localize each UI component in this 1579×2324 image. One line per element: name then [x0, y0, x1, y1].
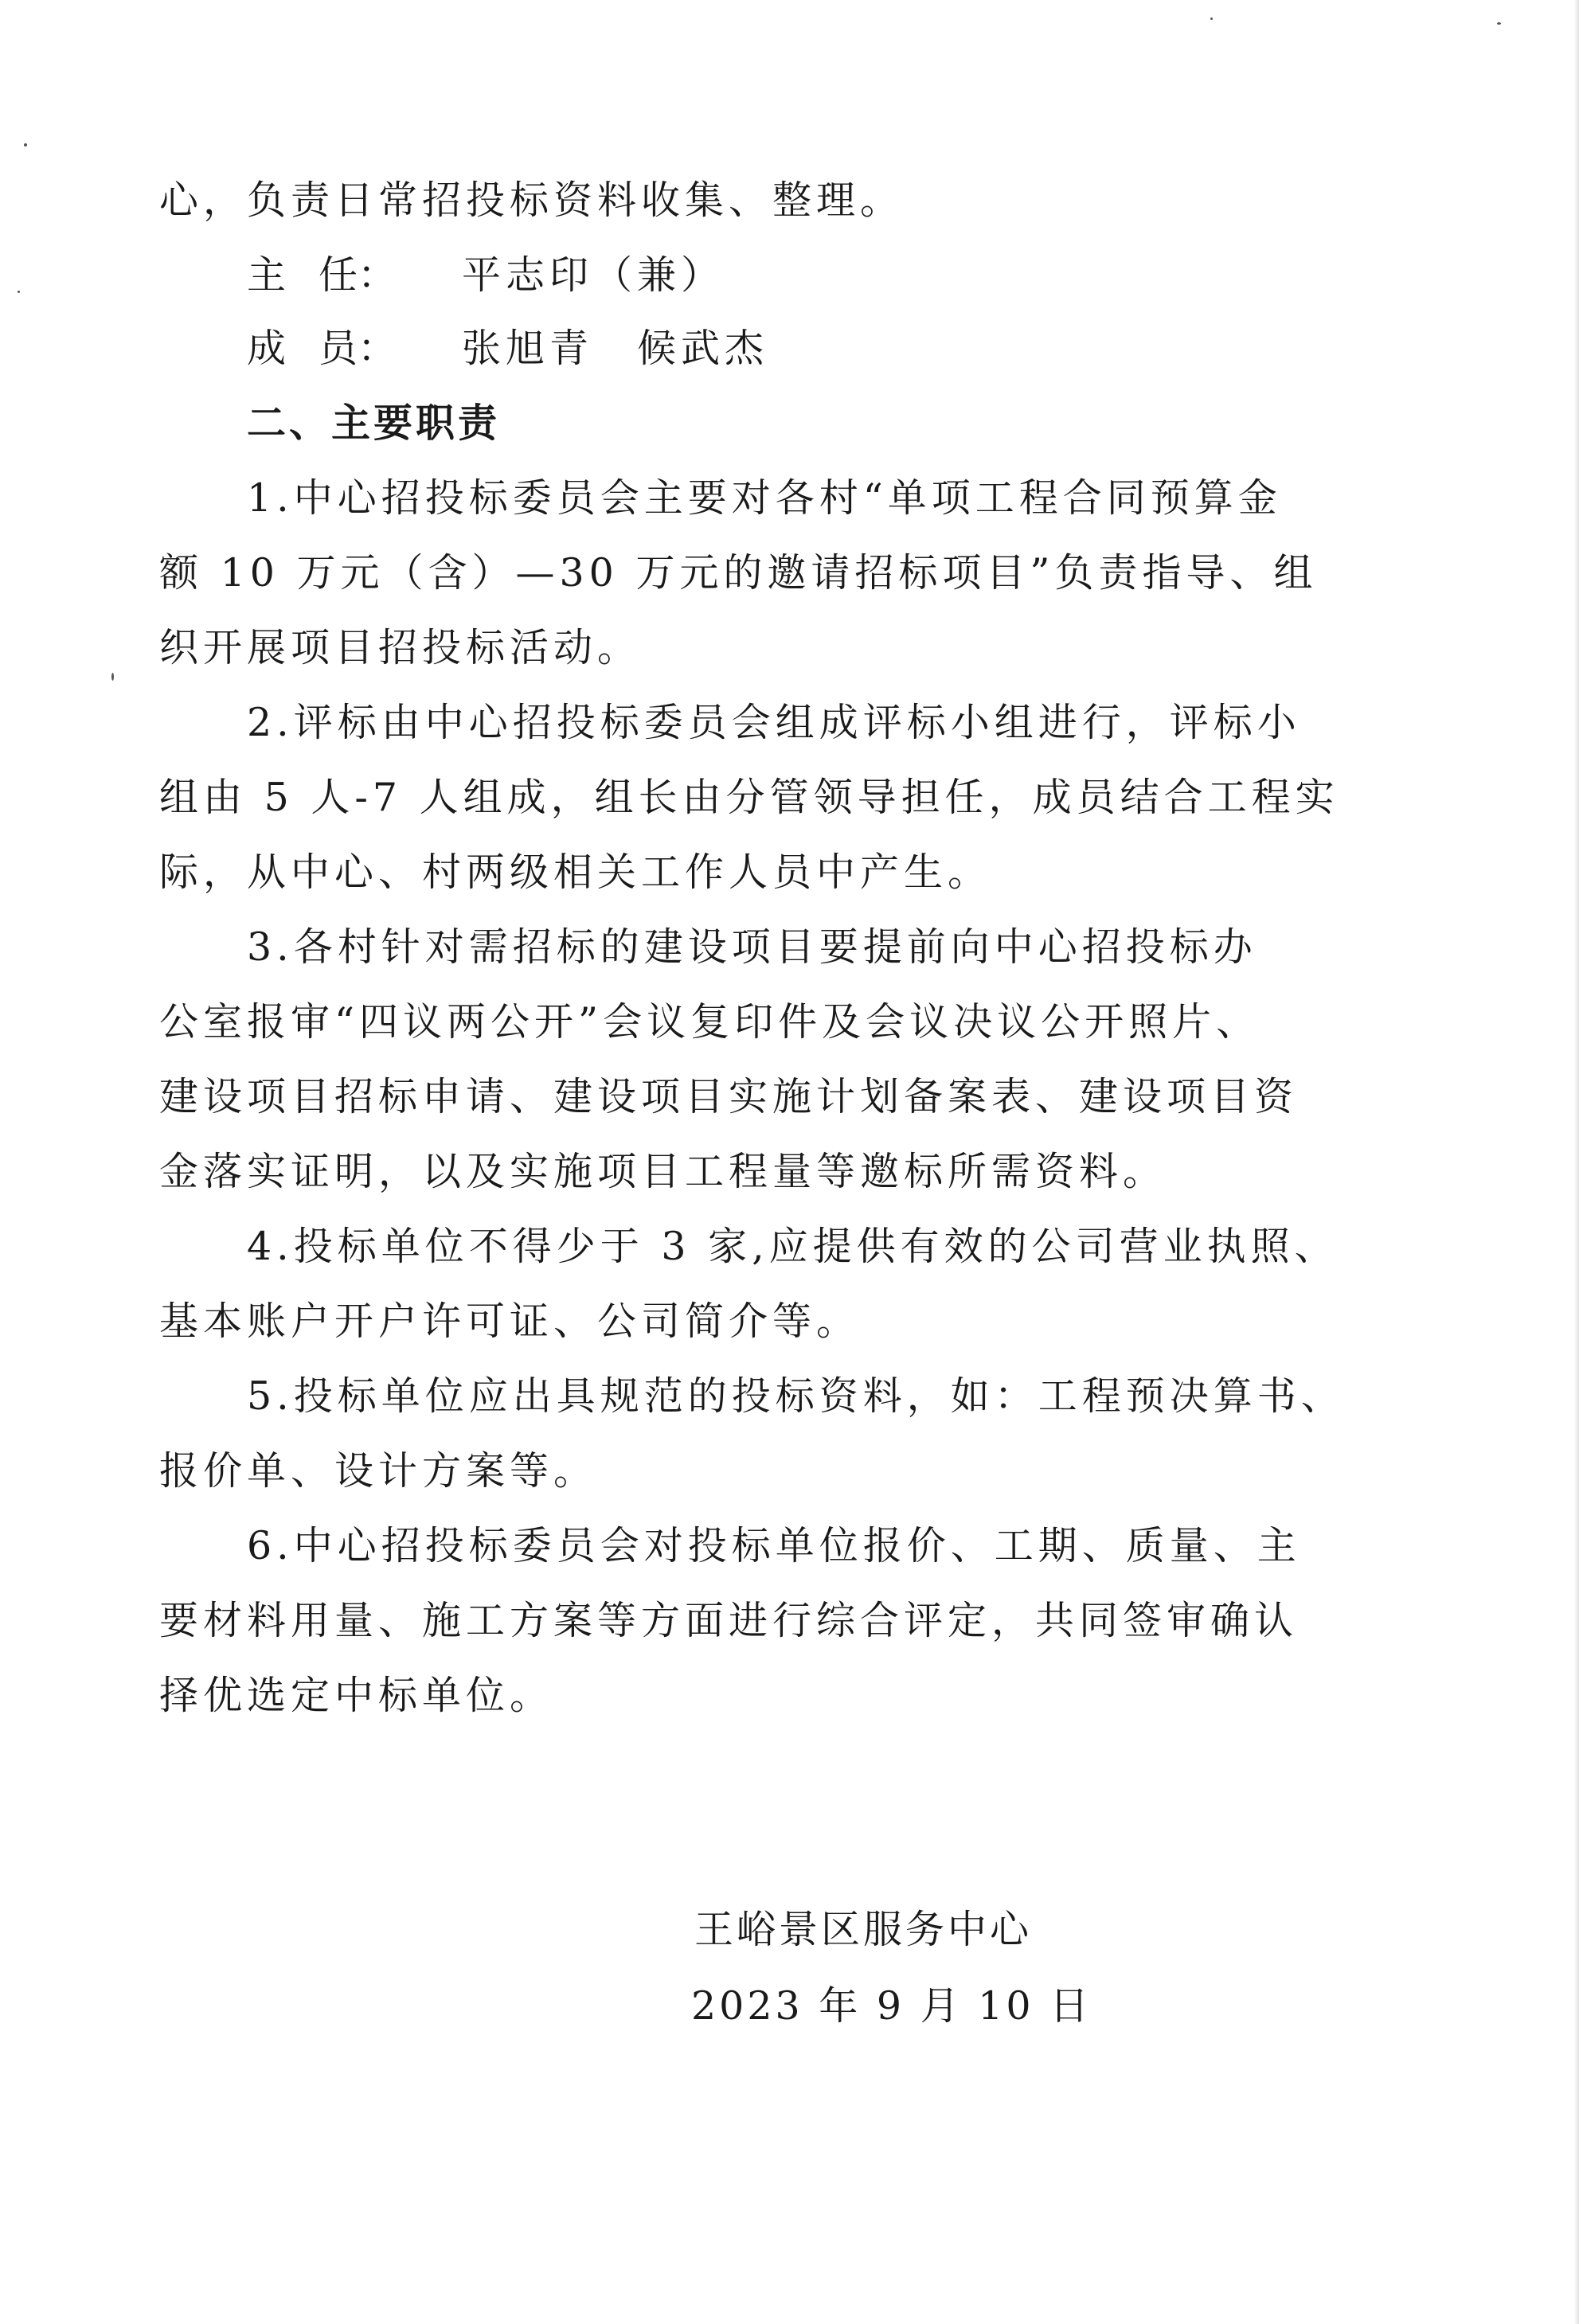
- item-3-line-2: 公室报审“四议两公开”会议复印件及会议决议公开照片、: [159, 999, 1260, 1045]
- item-3-line-1: 3.各村针对需招标的建设项目要提前向中心招投标办: [247, 924, 1257, 970]
- members-value: 张旭青 候武杰: [462, 326, 769, 371]
- signature-date: 2023 年 9 月 10 日: [691, 1983, 1092, 2029]
- members-row: [247, 325, 1409, 373]
- paragraph-continuation-line: 心，负责日常招投标资料收集、整理。: [159, 178, 905, 223]
- item-1-line-1: 1.中心招投标委员会主要对各村“单项工程合同预算金: [247, 475, 1282, 521]
- director-value: 平志印（兼）: [462, 252, 725, 298]
- director-label-char2: 任：: [319, 252, 397, 298]
- scan-speck: [111, 673, 114, 681]
- section-heading-duties: 二、主要职责: [247, 400, 501, 446]
- item-2-line-3: 际，从中心、村两级相关工作人员中产生。: [159, 850, 992, 895]
- item-2-line-2: 组由 5 人-7 人组成，组长由分管领导担任，成员结合工程实: [159, 775, 1339, 820]
- item-5-line-2: 报价单、设计方案等。: [159, 1448, 598, 1494]
- item-4-line-2: 基本账户开户许可证、公司简介等。: [159, 1299, 861, 1344]
- director-row: [247, 252, 1409, 299]
- item-5-line-1: 5.投标单位应出具规范的投标资料，如：工程预决算书、: [247, 1373, 1345, 1419]
- item-2-line-1: 2.评标由中心招投标委员会组成评标小组进行，评标小: [247, 700, 1301, 745]
- item-6-line-1: 6.中心招投标委员会对投标单位报价、工期、质量、主: [247, 1523, 1301, 1568]
- scan-speck: [24, 143, 27, 146]
- director-label-char1: 主: [247, 252, 287, 298]
- members-label-char2: 员：: [319, 326, 397, 371]
- item-3-line-4: 金落实证明，以及实施项目工程量等邀标所需资料。: [159, 1149, 1167, 1194]
- item-1-line-3: 织开展项目招投标活动。: [159, 625, 642, 670]
- members-label: [247, 325, 462, 373]
- item-4-line-1: 4.投标单位不得少于 3 家,应提供有效的公司营业执照、: [247, 1224, 1339, 1269]
- scan-speck: [1210, 18, 1213, 20]
- scan-page-edge: [1574, 0, 1579, 2324]
- item-6-line-2: 要材料用量、施工方案等方面进行综合评定，共同签审确认: [159, 1598, 1299, 1643]
- item-1-line-2: 额 10 万元（含）—30 万元的邀请招标项目”负责指导、组: [159, 550, 1318, 596]
- scan-speck: [18, 291, 20, 293]
- director-label: [247, 252, 462, 299]
- scan-speck: [1497, 22, 1501, 25]
- item-6-line-3: 择优选定中标单位。: [159, 1673, 554, 1718]
- signature-organization: 王峪景区服务中心: [694, 1907, 1033, 1952]
- members-label-char1: 成: [247, 326, 287, 371]
- item-3-line-3: 建设项目招标申请、建设项目实施计划备案表、建设项目资: [159, 1074, 1299, 1119]
